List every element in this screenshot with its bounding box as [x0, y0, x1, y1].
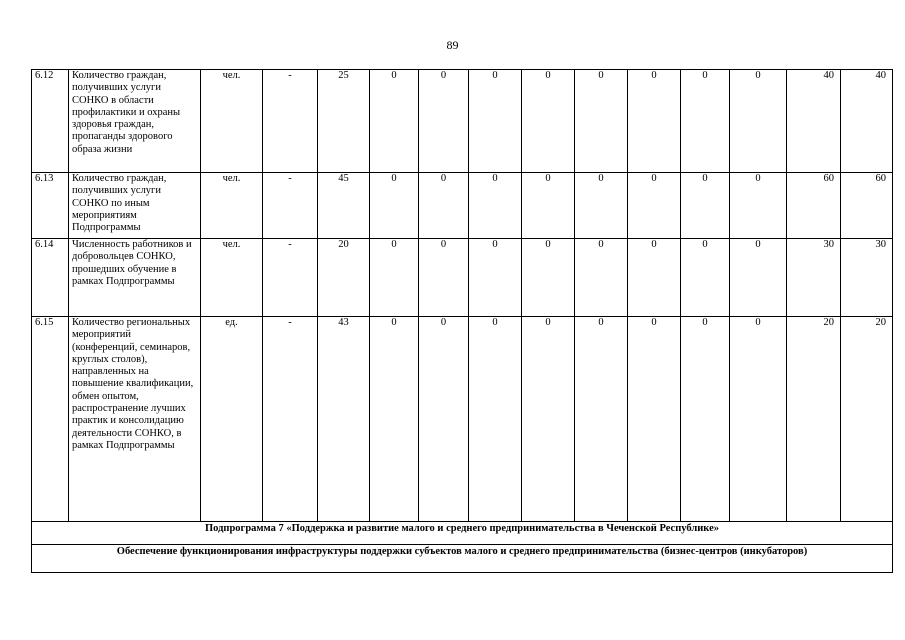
value-cell: 0: [469, 239, 522, 317]
value-cell: 0: [370, 317, 419, 522]
value-cell: 0: [419, 70, 469, 173]
value-cell: 0: [681, 239, 730, 317]
value-cell: 0: [681, 70, 730, 173]
value-cell: 0: [522, 239, 575, 317]
section-row: [32, 522, 893, 545]
value-cell: 0: [681, 317, 730, 522]
base-value-cell: -: [263, 239, 318, 317]
value-cell: 0: [419, 239, 469, 317]
value-cell: 0: [730, 317, 787, 522]
table-row: [32, 70, 893, 173]
value-cell: 60: [841, 173, 893, 239]
row-number: 6.13: [32, 173, 69, 239]
indicator-description: Количество граждан, получивших услуги СОНКО в области профилактики и охраны здоровья граждан, пропаганды здорового образа жизни: [69, 70, 201, 173]
table-body: [32, 70, 893, 573]
base-value-cell: -: [263, 317, 318, 522]
unit-cell: чел.: [201, 70, 263, 173]
base-value-cell: -: [263, 70, 318, 173]
value-cell: 40: [787, 70, 841, 173]
indicators-table: [31, 69, 893, 573]
value-cell: 40: [841, 70, 893, 173]
indicator-description: Количество региональных мероприятий (конференций, семинаров, круглых столов), направленных на повышение квалификации, обмен опытом, распространение лучших практик и консолидацию деятельности СОНКО, в рамках Подпрограммы: [69, 317, 201, 522]
subprogram-7-heading: Подпрограмма 7 «Поддержка и развитие малого и среднего предпринимательства в Чеченской Республике»: [32, 522, 893, 545]
value-cell: 60: [787, 173, 841, 239]
value-cell: 0: [730, 70, 787, 173]
value-cell: 0: [522, 173, 575, 239]
base-value-cell: -: [263, 173, 318, 239]
value-cell: 0: [370, 173, 419, 239]
value-cell: 0: [522, 70, 575, 173]
value-cell: 0: [628, 317, 681, 522]
value-cell: 30: [787, 239, 841, 317]
value-cell: 20: [841, 317, 893, 522]
value-cell: 0: [419, 317, 469, 522]
value-cell: 30: [841, 239, 893, 317]
unit-cell: чел.: [201, 239, 263, 317]
value-cell: 0: [419, 173, 469, 239]
table-row: [32, 317, 893, 522]
value-cell: 0: [370, 70, 419, 173]
row-number: 6.14: [32, 239, 69, 317]
value-cell: 0: [575, 70, 628, 173]
unit-cell: чел.: [201, 173, 263, 239]
value-cell: 25: [318, 70, 370, 173]
unit-cell: ед.: [201, 317, 263, 522]
page-number: 89: [446, 38, 459, 52]
value-cell: 0: [522, 317, 575, 522]
row-number: 6.15: [32, 317, 69, 522]
value-cell: 0: [370, 239, 419, 317]
value-cell: 0: [469, 173, 522, 239]
value-cell: 0: [469, 317, 522, 522]
infrastructure-heading: Обеспечение функционирования инфраструктуры поддержки субъектов малого и среднего предпринимательства (бизнес-центров (инкубаторов): [32, 545, 893, 573]
value-cell: 0: [575, 317, 628, 522]
indicator-description: Численность работников и добровольцев СОНКО, прошедших обучение в рамках Подпрограммы: [69, 239, 201, 317]
value-cell: 45: [318, 173, 370, 239]
value-cell: 0: [628, 239, 681, 317]
value-cell: 0: [730, 239, 787, 317]
row-number: 6.12: [32, 70, 69, 173]
value-cell: 43: [318, 317, 370, 522]
indicator-description: Количество граждан, получивших услуги СОНКО по иным мероприятиям Подпрограммы: [69, 173, 201, 239]
section-row: [32, 545, 893, 573]
value-cell: 20: [787, 317, 841, 522]
table-row: [32, 239, 893, 317]
value-cell: 0: [469, 70, 522, 173]
value-cell: 0: [575, 173, 628, 239]
value-cell: 0: [628, 173, 681, 239]
value-cell: 0: [681, 173, 730, 239]
value-cell: 0: [575, 239, 628, 317]
value-cell: 0: [628, 70, 681, 173]
value-cell: 0: [730, 173, 787, 239]
value-cell: 20: [318, 239, 370, 317]
table-row: [32, 173, 893, 239]
